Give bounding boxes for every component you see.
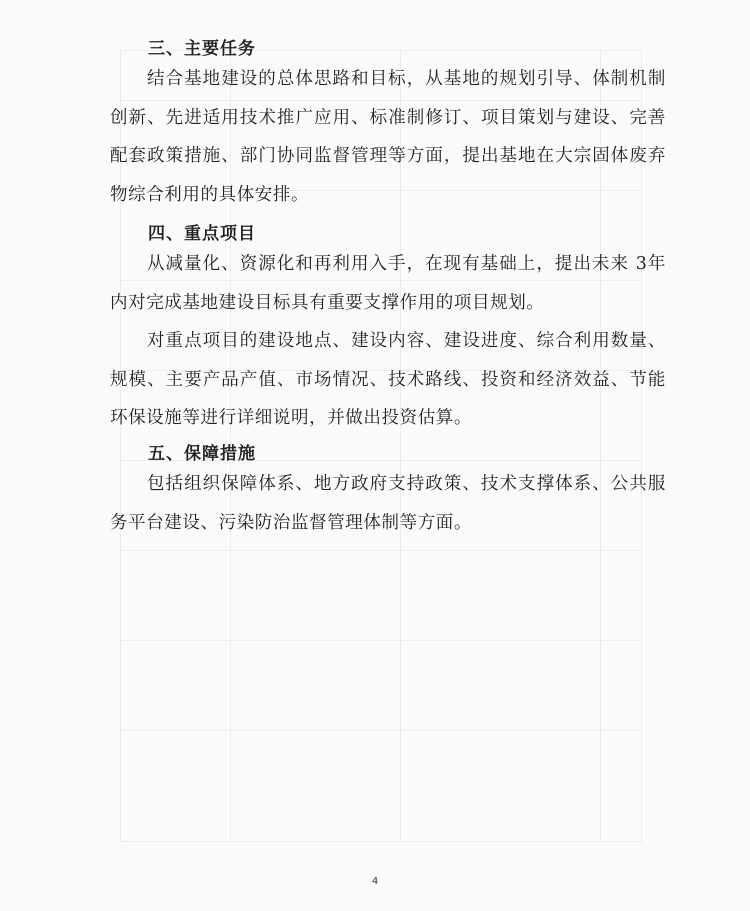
section-heading-key-projects: 四、重点项目 (148, 224, 256, 244)
paragraph-key-projects-intro: 从减量化、资源化和再利用入手，在现有基础上，提出未来 3年内对完成基地建设目标具有重要支撑作用的项目规划。 (110, 254, 666, 313)
paragraph-key-projects-details: 对重点项目的建设地点、建设内容、建设进度、综合利用数量、规模、主要产品产值、市场情况、技术路线、投资和经济效益、节能环保设施等进行详细说明，并做出投资估算。 (110, 331, 666, 428)
page-number: 4 (371, 876, 379, 887)
section-heading-safeguards: 五、保障措施 (148, 444, 256, 464)
section-heading-main-tasks: 三、主要任务 (148, 39, 256, 59)
paragraph-main-tasks: 结合基地建设的总体思路和目标，从基地的规划引导、体制机制创新、先进适用技术推广应用、标准制修订、项目策划与建设、完善配套政策措施、部门协同监督管理等方面，提出基地在大宗固体废弃物综合利用的具体安排。 (110, 69, 666, 205)
paragraph-safeguards: 包括组织保障体系、地方政府支持政策、技术支撑体系、公共服务平台建设、污染防治监督管理体制等方面。 (110, 474, 666, 533)
